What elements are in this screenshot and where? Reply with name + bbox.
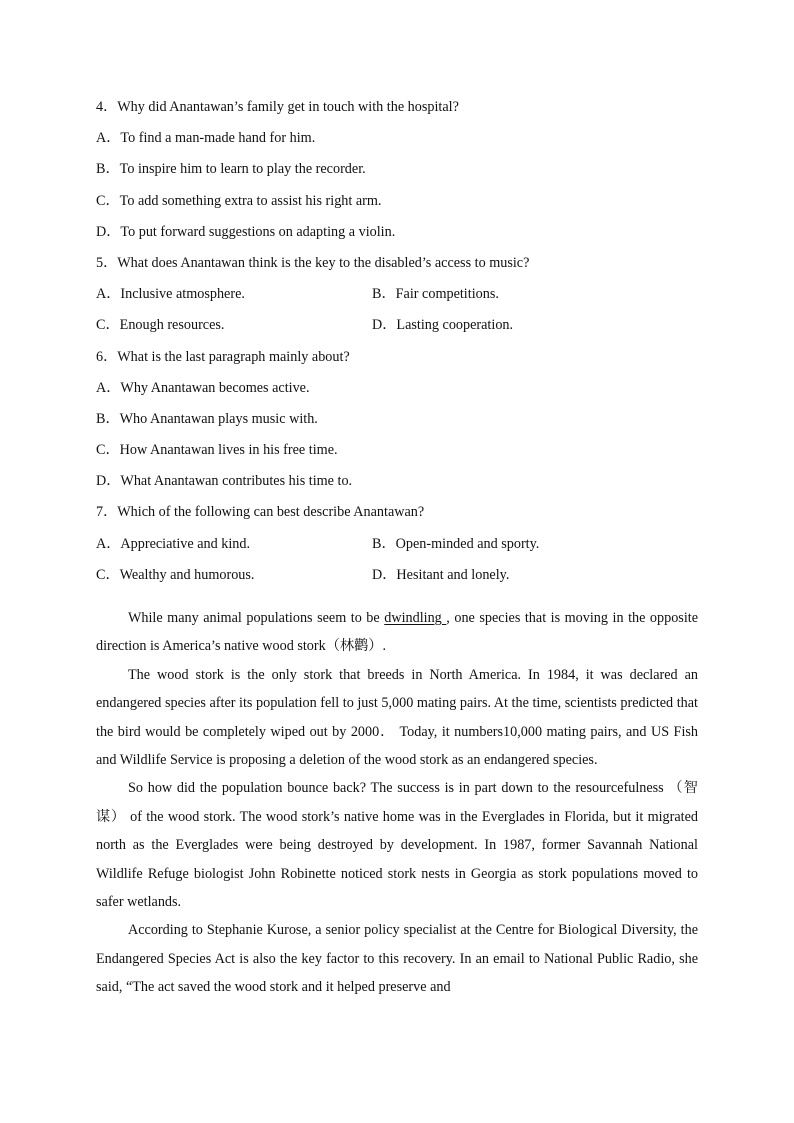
question-4-option-c: C．To add something extra to assist his right arm. [96, 192, 382, 209]
question-7-option-c: C．Wealthy and humorous. [96, 566, 255, 583]
passage-p1-after: , one species that is moving in the opposite direction is America’s native wood stork（林鹳）. [96, 610, 698, 655]
question-7-option-d: D．Hesitant and lonely. [372, 566, 510, 583]
question-4-option-d: D．To put forward suggestions on adapting a violin. [96, 223, 396, 240]
question-6-stem: 6．What is the last paragraph mainly about? [96, 348, 350, 365]
question-7-stem: 7．Which of the following can best describe Anantawan? [96, 504, 425, 521]
question-5-option-d: D．Lasting cooperation. [372, 317, 514, 334]
question-5-stem: 5．What does Anantawan think is the key to the disabled’s access to music? [96, 254, 530, 271]
question-5-options-row-1 [96, 281, 698, 312]
question-6-option-a: A．Why Anantawan becomes active. [96, 379, 310, 396]
question-6-option-d: D．What Anantawan contributes his time to. [96, 473, 353, 490]
passage-paragraph-1 [96, 604, 698, 661]
question-4-option-b: B．To inspire him to learn to play the recorder. [96, 161, 366, 178]
passage-paragraph-3: So how did the population bounce back? The success is in part down to the resourcefulness （智谋） of the wood stork. The wood stork’s native home was in the Everglades in Florida, but it migrated north as the Everglades were being destroyed by development. In 1987, former Savannah National Wildlife Refuge biologist John Robinette noticed stork nests in Georgia as stork populations moved to safer wetlands. [96, 780, 698, 911]
question-5-option-a: A．Inclusive atmosphere. [96, 286, 245, 303]
question-7-option-b: B．Open-minded and sporty. [372, 535, 540, 552]
question-5-option-c: C．Enough resources. [96, 317, 225, 334]
question-7-options-row-1 [96, 531, 698, 562]
question-7-options-row-2 [96, 562, 698, 593]
question-5-option-b: B．Fair competitions. [372, 286, 499, 303]
question-7-option-a: A．Appreciative and kind. [96, 535, 251, 552]
passage-paragraph-4: According to Stephanie Kurose, a senior policy specialist at the Centre for Biological Diversity, the Endangered Species Act is also the key factor to this recovery. In an email to National Public Radio, she said, “The act saved the wood stork and it helped preserve and [96, 922, 698, 996]
question-5-options-row-2 [96, 312, 698, 343]
question-4-stem: 4．Why did Anantawan’s family get in touch with the hospital? [96, 99, 459, 115]
underlined-word: dwindling [384, 610, 447, 626]
passage-p1-before: While many animal populations seem to be [128, 610, 385, 626]
question-6-option-b: B．Who Anantawan plays music with. [96, 410, 318, 427]
passage-paragraph-2: The wood stork is the only stork that breeds in North America. In 1984, it was declared an endangered species after its population fell to just 5,000 mating pairs. At the time, scientists predicted that the bird would be completely wiped out by 2000． Today, it numbers10,000 mating pairs, and US Fish and Wildlife Service is proposing a deletion of the wood stork as an endangered species. [96, 666, 698, 769]
question-6-option-c: C．How Anantawan lives in his free time. [96, 442, 338, 459]
question-4-option-a: A．To find a man-made hand for him. [96, 130, 316, 147]
document-page [96, 94, 698, 1002]
